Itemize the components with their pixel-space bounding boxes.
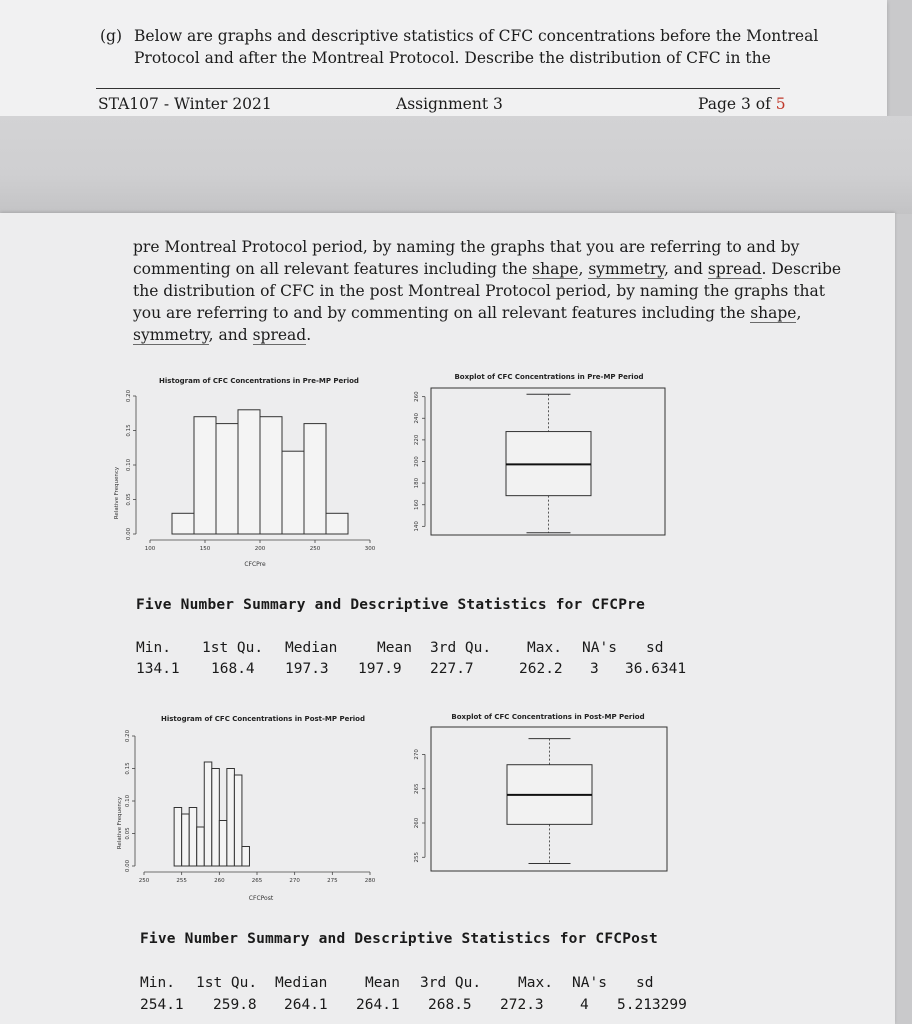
post-header-q3: 3rd Qu. xyxy=(420,975,482,991)
pre-hist-y-tick-label: 0.05 xyxy=(126,493,132,506)
pre-box-y-tick-label: 240 xyxy=(414,413,420,424)
pre-hist-y-tick-label: 0.20 xyxy=(126,389,132,403)
pre-box-y-tick-label: 200 xyxy=(414,456,420,467)
pre-value-q1: 168.4 xyxy=(211,661,255,677)
page-prefix: Page 3 of xyxy=(698,95,776,113)
question-line-2: Protocol and after the Montreal Protocol. Describe the distribution of CFC in the xyxy=(134,49,771,67)
pre-box-y-tick-label: 160 xyxy=(414,499,420,510)
background-gap xyxy=(0,116,912,214)
post-hist-x-tick-label: 255 xyxy=(176,878,187,884)
previous-page-fragment xyxy=(0,0,887,116)
post-hist-bar xyxy=(212,769,220,867)
pre-box-y-tick-label: 140 xyxy=(414,521,420,532)
post-value-na: 4 xyxy=(580,997,589,1013)
post-value-median: 264.1 xyxy=(284,997,328,1013)
paragraph-line-4-start: you are referring to and by commenting on all relevant features including the xyxy=(133,304,751,322)
boxplot-post-mp xyxy=(408,707,680,875)
pre-hist-bar xyxy=(282,451,304,534)
pre-header-sd: sd xyxy=(646,640,664,656)
assignment-title: Assignment 3 xyxy=(396,95,503,113)
histogram-post-title: Histogram of CFC Concentrations in Post-MP Period xyxy=(160,715,366,723)
post-hist-bar xyxy=(174,808,182,867)
keyword-spread-2: spread xyxy=(252,326,307,344)
histogram-pre-ylabel: Relative Frequency xyxy=(114,466,120,520)
post-hist-bar xyxy=(189,808,197,867)
pre-box-y-tick-label: 220 xyxy=(414,434,420,446)
and-1: , and xyxy=(663,260,708,278)
pre-value-mean: 197.9 xyxy=(358,661,402,677)
pre-hist-x-tick-label: 300 xyxy=(364,546,376,552)
pre-hist-x-tick-label: 200 xyxy=(254,546,266,552)
paragraph-line-5-end: . xyxy=(306,326,312,344)
post-hist-bar xyxy=(219,821,227,867)
post-hist-y-tick-label: 0.20 xyxy=(125,729,131,743)
pre-hist-bar xyxy=(238,410,260,534)
pre-header-q3: 3rd Qu. xyxy=(430,640,492,656)
header-rule xyxy=(96,88,780,89)
pre-header-mean: Mean xyxy=(377,640,412,656)
keyword-shape: shape xyxy=(532,260,579,278)
post-box-y-tick-label: 260 xyxy=(414,817,420,829)
pre-hist-y-tick-label: 0.00 xyxy=(126,527,132,541)
keyword-symmetry-2: symmetry xyxy=(133,326,209,344)
post-hist-x-tick-label: 280 xyxy=(364,878,376,884)
pre-hist-bar xyxy=(172,513,194,534)
pre-hist-x-tick-label: 250 xyxy=(309,546,321,552)
post-box-y-tick-label: 255 xyxy=(414,852,420,863)
post-hist-y-tick-label: 0.05 xyxy=(125,827,131,840)
post-hist-bar xyxy=(204,762,212,866)
post-value-q1: 259.8 xyxy=(213,997,257,1013)
question-paragraph xyxy=(133,236,841,346)
boxplot-pre-mp xyxy=(408,366,680,538)
paragraph-line-4 xyxy=(133,302,841,324)
post-header-mean: Mean xyxy=(365,975,400,991)
post-hist-bar xyxy=(234,775,242,866)
pre-stats-headers xyxy=(0,640,912,660)
post-hist-x-tick-label: 250 xyxy=(138,878,150,884)
post-hist-y-tick-label: 0.15 xyxy=(125,762,131,775)
post-hist-x-tick-label: 275 xyxy=(327,878,338,884)
pre-box-y-tick-label: 180 xyxy=(414,477,420,489)
and-2: , and xyxy=(208,326,253,344)
post-header-q1: 1st Qu. xyxy=(196,975,258,991)
pre-value-na: 3 xyxy=(590,661,599,677)
post-stats-title: Five Number Summary and Descriptive Statistics for CFCPost xyxy=(140,931,658,947)
course-name: STA107 - Winter 2021 xyxy=(98,95,272,113)
comma-1: , xyxy=(578,260,589,278)
boxplot-pre-title: Boxplot of CFC Concentrations in Pre-MP Period xyxy=(454,373,644,381)
post-header-max: Max. xyxy=(518,975,553,991)
post-header-na: NA's xyxy=(572,975,607,991)
post-box-y-tick-label: 265 xyxy=(414,783,420,794)
page-indicator xyxy=(698,95,786,113)
post-hist-bar xyxy=(197,827,205,866)
post-hist-y-tick-label: 0.10 xyxy=(125,794,131,808)
question-label: (g) xyxy=(100,27,123,45)
paragraph-line-3: the distribution of CFC in the post Montreal Protocol period, by naming the graphs that xyxy=(133,282,825,300)
histogram-post-mp xyxy=(108,708,388,908)
pre-value-sd: 36.6341 xyxy=(625,661,687,677)
pre-box-y-tick-label: 260 xyxy=(414,391,420,402)
paragraph-line-5 xyxy=(133,324,841,346)
paragraph-line-1: pre Montreal Protocol period, by naming the graphs that you are referring to and by xyxy=(133,238,800,256)
page-total: 5 xyxy=(775,95,786,113)
post-hist-bar xyxy=(242,847,250,867)
pre-hist-bar xyxy=(260,417,282,534)
pre-value-median: 197.3 xyxy=(285,661,329,677)
post-value-sd: 5.213299 xyxy=(617,997,687,1013)
pre-hist-bar xyxy=(326,513,348,534)
pre-value-max: 262.2 xyxy=(519,661,563,677)
histogram-pre-title: Histogram of CFC Concentrations in Pre-MP Period xyxy=(159,377,359,385)
histogram-post-ylabel: Relative Frequency xyxy=(117,796,123,850)
post-value-max: 272.3 xyxy=(500,997,544,1013)
post-value-min: 254.1 xyxy=(140,997,184,1013)
keyword-shape-2: shape xyxy=(750,304,797,322)
keyword-spread: spread xyxy=(707,260,762,278)
post-hist-x-tick-label: 260 xyxy=(214,878,225,884)
pre-header-q1: 1st Qu. xyxy=(202,640,264,656)
pre-value-min: 134.1 xyxy=(136,661,180,677)
pre-header-max: Max. xyxy=(527,640,562,656)
post-header-median: Median xyxy=(275,975,328,991)
post-hist-y-tick-label: 0.00 xyxy=(125,859,131,873)
pre-value-q3: 227.7 xyxy=(430,661,474,677)
histogram-pre-xlabel: CFCPre xyxy=(244,561,266,568)
histogram-pre-mp xyxy=(104,368,394,580)
paragraph-line-4-end: , xyxy=(796,304,802,322)
pre-hist-bar xyxy=(304,424,326,534)
pre-header-median: Median xyxy=(285,640,338,656)
pre-hist-bar xyxy=(216,424,238,534)
pre-hist-x-tick-label: 150 xyxy=(199,546,211,552)
pre-hist-bar xyxy=(194,417,216,534)
paragraph-line-2 xyxy=(133,258,841,280)
post-stats-headers xyxy=(0,975,912,995)
keyword-symmetry: symmetry xyxy=(588,260,664,278)
post-header-min: Min. xyxy=(140,975,175,991)
pre-hist-x-tick-label: 100 xyxy=(144,546,156,552)
paragraph-line-2-start: commenting on all relevant features including the xyxy=(133,260,533,278)
question-line-1: Below are graphs and descriptive statistics of CFC concentrations before the Montreal xyxy=(134,27,819,45)
post-hist-x-tick-label: 265 xyxy=(251,878,263,884)
pre-stats-values xyxy=(0,661,912,681)
post-stats-values xyxy=(0,997,912,1017)
pre-hist-y-tick-label: 0.10 xyxy=(126,458,132,472)
pre-stats-title: Five Number Summary and Descriptive Statistics for CFCPre xyxy=(136,597,645,613)
post-header-sd: sd xyxy=(636,975,654,991)
post-hist-x-tick-label: 270 xyxy=(289,878,300,884)
pre-header-na: NA's xyxy=(582,640,617,656)
post-hist-bar xyxy=(182,814,190,866)
post-value-mean: 264.1 xyxy=(356,997,400,1013)
post-value-q3: 268.5 xyxy=(428,997,472,1013)
paragraph-line-2-end: . Describe xyxy=(761,260,842,278)
post-box-y-tick-label: 270 xyxy=(414,749,420,760)
pre-hist-y-tick-label: 0.15 xyxy=(126,424,132,437)
boxplot-post-title: Boxplot of CFC Concentrations in Post-MP Period xyxy=(451,713,645,721)
histogram-post-xlabel: CFCPost xyxy=(248,895,274,902)
post-hist-bar xyxy=(227,769,235,867)
pre-header-min: Min. xyxy=(136,640,171,656)
